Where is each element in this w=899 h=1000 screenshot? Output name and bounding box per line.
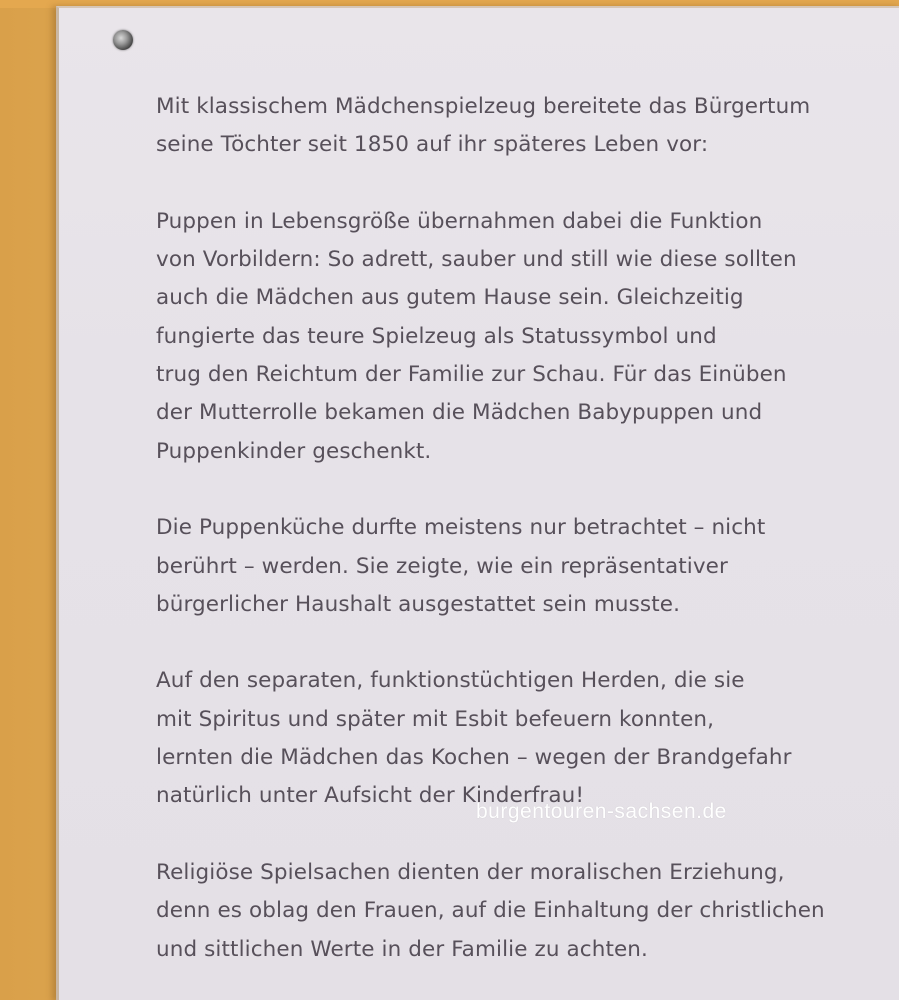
text-line: auch die Mädchen aus gutem Hause sein. Gleichzeitig xyxy=(156,285,744,311)
text-line: natürlich unter Aufsicht der Kinderfrau! xyxy=(156,783,585,809)
paragraph-1 xyxy=(156,88,896,165)
paragraph-2 xyxy=(156,203,896,471)
text-line: Religiöse Spielsachen dienten der moralischen Erziehung, xyxy=(156,859,785,885)
text-line: lernten die Mädchen das Kochen – wegen der Brandgefahr xyxy=(156,745,792,771)
paragraph-4 xyxy=(156,662,896,815)
paragraph-3 xyxy=(156,509,896,624)
screw-icon xyxy=(113,30,133,50)
text-line: mit Spiritus und später mit Esbit befeuern konnten, xyxy=(156,706,715,732)
panel-text xyxy=(156,88,896,1000)
text-line: Mit klassischem Mädchenspielzeug bereitete das Bürgertum xyxy=(156,94,811,119)
text-line: Puppenkinder geschenkt. xyxy=(156,438,432,464)
text-line: Die Puppenküche durfte meistens nur betrachtet – nicht xyxy=(156,515,766,541)
text-line: bürgerlicher Haushalt ausgestattet sein musste. xyxy=(156,591,681,617)
text-line: fungierte das teure Spielzeug als Statussymbol und xyxy=(156,323,717,349)
text-line: seine Töchter seit 1850 auf ihr späteres Leben vor: xyxy=(156,132,709,158)
watermark-text: burgentouren-sachsen.de xyxy=(476,800,727,823)
text-line: Puppen in Lebensgröße übernahmen dabei die Funktion xyxy=(156,208,763,234)
info-panel xyxy=(56,6,899,1000)
text-line: und sittlichen Werte in der Familie zu achten. xyxy=(156,936,648,962)
text-line: berührt – werden. Sie zeigte, wie ein repräsentativer xyxy=(156,553,728,579)
text-line: trug den Reichtum der Familie zur Schau. Für das Einüben xyxy=(156,362,787,388)
text-line: denn es oblag den Frauen, auf die Einhaltung der christlichen xyxy=(156,898,825,924)
text-line: von Vorbildern: So adrett, sauber und still wie diese sollten xyxy=(156,247,797,273)
text-line: der Mutterrolle bekamen die Mädchen Babypuppen und xyxy=(156,400,763,426)
text-line: Auf den separaten, funktionstüchtigen Herden, die sie xyxy=(156,668,745,694)
paragraph-5 xyxy=(156,854,896,969)
